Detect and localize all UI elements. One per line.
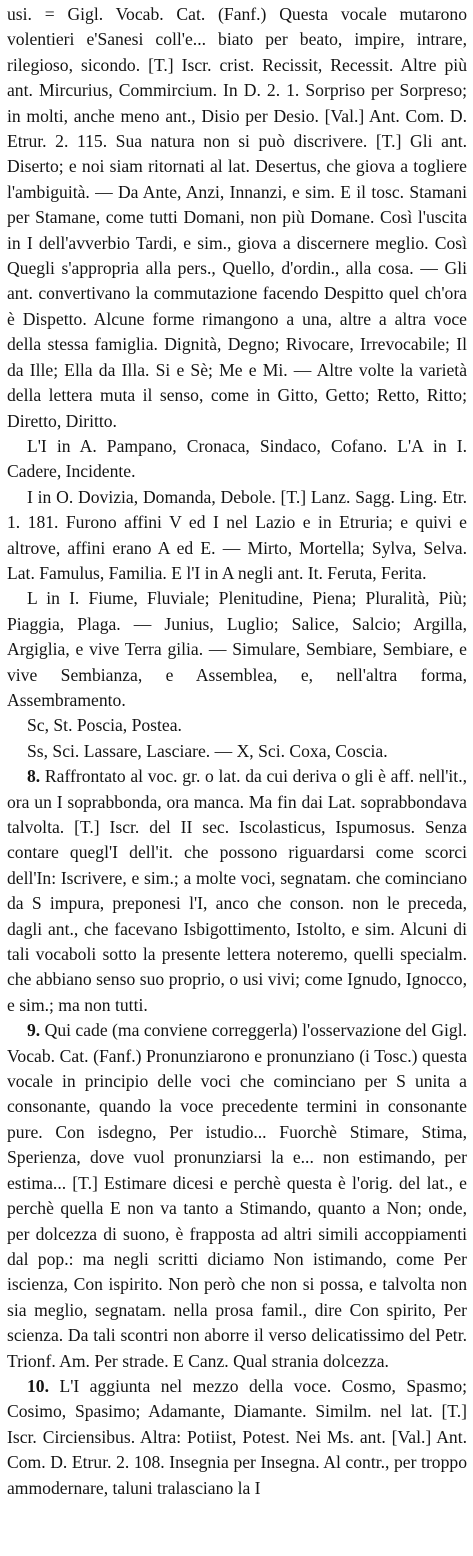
paragraph-vowel-changes (7, 2, 467, 434)
paragraph-text: Raffrontato al voc. gr. o lat. da cui deriva o gli è aff. nell'it., ora un I soprabbonda, ora manca. Ma fin dai Lat. soprabbondava talvolta. [T.] Iscr. del II sec. Iscolasticus, Ispumosus. Senza contare quegl'I dell'it. che possono riguardarsi come scorci dell'In: Iscrivere, e sim.; a molte voci, segnatam. che cominciano da S impura, preponesi l'I, anco che conson. non le preceda, dagli ant., che facevano Isbigottimento, Istolto, e sim. Alcuni di tali vocaboli sotto la presente lettera noteremo, quelli specialm. che abbiano senso suo proprio, o usi vivi; come Ignudo, Ignocco, e sim.; ma non tutti. (7, 766, 467, 1015)
paragraph-l-to-i (7, 586, 467, 713)
section-number: 8. (27, 766, 41, 787)
paragraph-sc-st (7, 713, 467, 738)
section-number: 10. (27, 1375, 49, 1396)
paragraph-text: Ss, Sci. Lassare, Lasciare. — X, Sci. Coxa, Coscia. (27, 740, 388, 761)
paragraph-text: L in I. Fiume, Fluviale; Plenitudine, Piena; Pluralità, Più; Piaggia, Plaga. — Junius, Luglio; Salice, Salcio; Argilla, Argiglia, e vive Terra gilia. — Simulare, Sembiare, Sembiare, e vive Sembianza, e Assemblea, e, nell'altra forma, Assembramento. (7, 588, 467, 710)
paragraph-text: L'I aggiunta nel mezzo della voce. Cosmo, Spasmo; Cosimo, Spasimo; Adamante, Diamante. Similm. nel lat. [T.] Iscr. Circiensibus. Altra: Potiist, Potest. Nei Ms. ant. [Val.] Ant. Com. D. Etrur. 2. 108. Insegnia per Insegna. Al contr., per troppo ammodernare, taluni tralasciano la I (7, 1375, 467, 1498)
section-8 (7, 764, 467, 1018)
paragraph-i-to-o (7, 485, 467, 587)
paragraph-text: I in O. Dovizia, Domanda, Debole. [T.] Lanz. Sagg. Ling. Etr. 1. 181. Furono affini V ed I nel Lazio e in Etruria; e quivi e altrove, affini erano A ed E. — Mirto, Mortella; Sylva, Selva. Lat. Famulus, Familia. E l'I in A negli ant. It. Feruta, Ferita. (7, 486, 467, 583)
section-10 (7, 1374, 467, 1501)
paragraph-ss-sci (7, 739, 467, 764)
section-number: 9. (27, 1020, 41, 1041)
section-9 (7, 1018, 467, 1374)
paragraph-text: Qui cade (ma conviene correggerla) l'osservazione del Gigl. Vocab. Cat. (Fanf.) Pronunziarono e pronunziano (i Tosc.) questa vocale in principio delle voci che cominciano per S unita a consonante, quando la voce precedente termini in consonante pure. Con isdegno, Per istudio... Fuorchè Stimare, Stima, Sperienza, dove vuol pronunziarsi la e... non estimando, per estima... [T.] Estimare dicesi e perchè questa è l'orig. del lat., e perchè quella E non va tanto a Stimando, quanto a Non; onde, per dolcezza di suono, è frapposta ad altri simili accoppiamenti dal pop.: ma negli scritti diciamo Non istimando, come Per iscienza, Con ispirito. Non però che non si possa, e talvolta non sia meglio, segnatam. nella prosa famil., dire Con spirito, Per scienza. Da tali scontri non aborre il verso delicatissimo del Petr. Trionf. Am. Per strade. E Canz. Qual strania dolcezza. (7, 1020, 467, 1371)
paragraph-text: L'I in A. Pampano, Cronaca, Sindaco, Cofano. L'A in I. Cadere, Incidente. (7, 435, 467, 482)
paragraph-i-to-a (7, 434, 467, 485)
paragraph-text: Sc, St. Poscia, Postea. (27, 715, 182, 736)
paragraph-text: usi. = Gigl. Vocab. Cat. (Fanf.) Questa vocale mutarono volentieri e'Sanesi coll'e... biato per beato, impire, intrare, rilegioso, sicondo. [T.] Iscr. crist. Recissit, Recessit. Altre più ant. Mircurius, Commircium. In D. 2. 1. Sorpriso per Sorpreso; in molti, anche meno ant., Disio per Desio. [Val.] Ant. Com. D. Etrur. 2. 115. Sua natura non si può discrivere. [T.] Gli ant. Diserto; e noi siam ritornati al lat. Desertus, che giova a togliere l'ambiguità. — Da Ante, Anzi, Innanzi, e sim. E il tosc. Stamani per Stamane, come tutti Domani, non più Domane. Così l'uscita in I dell'avverbio Tardi, e sim., giova a discernere meglio. Così Quegli s'appropria alla pers., Quello, d'ordin., alla cosa. — Gli ant. convertivano la commutazione facendo Despitto quel ch'ora è Dispetto. Alcune forme rimangono a una, altre a altra voce della stessa famiglia. Dignità, Degno; Rivocare, Irrevocabile; Il da Ille; Ella da Illa. Si e Sè; Me e Mi. — Altre volte la varietà della lettera muta il senso, come in Gitto, Getto; Retto, Ritto; Diretto, Diritto. (7, 4, 467, 431)
